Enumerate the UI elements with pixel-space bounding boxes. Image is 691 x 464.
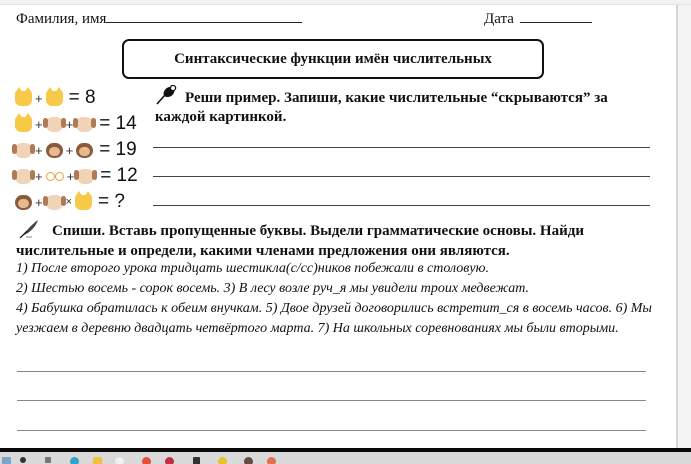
sentence-line: 1) После второго урока тридцать шестикла(с/сс)ников побежали в столовую. [16,261,489,276]
task-1-text: Реши пример. Запиши, какие числительные “скрываются” за каждой картинкой. [155,90,608,125]
task-2-text: Спиши. Вставь пропущенные буквы. Выдели грамматические основы. Найди числительные и определи, какими членами предложения они являются. [16,223,584,259]
cat-icon [15,117,32,132]
worksheet-title [122,39,544,79]
writing-line [17,400,646,401]
dog-icon [15,169,32,184]
monkey-icon [46,143,63,158]
dog-icon [46,117,63,132]
dog-icon [46,195,63,210]
glasses-icon [46,172,64,180]
dog-icon [76,117,93,132]
date-field [484,9,592,28]
cat-icon [15,91,32,106]
quill-icon [18,219,40,239]
answer-line [153,147,650,148]
vertical-scrollbar[interactable] [676,5,691,448]
name-blank-line [106,9,302,23]
taskbar [0,448,691,464]
sentence-line: 2) Шестью восемь - сорок восемь. 3) В лесу возле руч_я мы увидели троих медвежат. [16,281,530,296]
equation-row: + + = 19 [14,137,154,163]
cat-icon [46,91,63,106]
sentence-line: 4) Бабушка обратилась к обеим внучкам. 5) Двое друзей договорились встретит_ся в восемь часов. 6) Мы уезжаем в деревню двадцать четвёртого марта. 7) На школьных соревнованиях мы были вторыми. [16,301,652,336]
task-1-instruction [155,85,655,127]
cat-icon [75,195,92,210]
equation-result: = 19 [99,139,137,160]
equation-row: + × = ? [14,189,154,215]
dog-icon [77,169,94,184]
answer-line [153,205,650,206]
emoji-puzzle [14,85,154,215]
writing-line [17,430,646,431]
search-icon[interactable] [20,457,26,463]
answer-line [153,176,650,177]
typora-icon[interactable] [193,457,200,464]
opera-gx-icon[interactable] [165,457,174,464]
equation-result: = 14 [99,113,137,134]
app-icon-4[interactable] [267,457,276,464]
app-icon-2[interactable] [218,457,227,464]
equation-row: + + = 14 [14,111,154,137]
equation-result: = 8 [68,87,96,108]
opera-icon[interactable] [142,457,151,464]
folder-icon[interactable] [93,457,102,464]
writing-line [17,371,646,372]
date-blank-line [520,9,592,23]
title-text: Синтаксические функции имён числительных [174,50,492,67]
worksheet-page [0,5,676,448]
windows-icon[interactable] [2,457,11,464]
date-label: Дата [484,11,514,27]
pushpin-icon [155,85,177,105]
equation-row: + = 8 [14,85,154,111]
monkey-icon [15,195,32,210]
name-label: Фамилия, имя [16,11,107,27]
edge-icon[interactable] [70,457,79,464]
monkey-icon [76,143,93,158]
equation-row: + + = 12 [14,163,154,189]
equation-result: = ? [98,191,125,212]
equation-result: = 12 [100,165,138,186]
name-field [16,9,302,28]
app-icon[interactable] [115,457,124,464]
task-2-instruction [16,219,666,261]
task-view-icon[interactable] [45,457,51,463]
app-icon-3[interactable] [244,457,253,464]
exercise-sentences [16,259,656,339]
dog-icon [15,143,32,158]
